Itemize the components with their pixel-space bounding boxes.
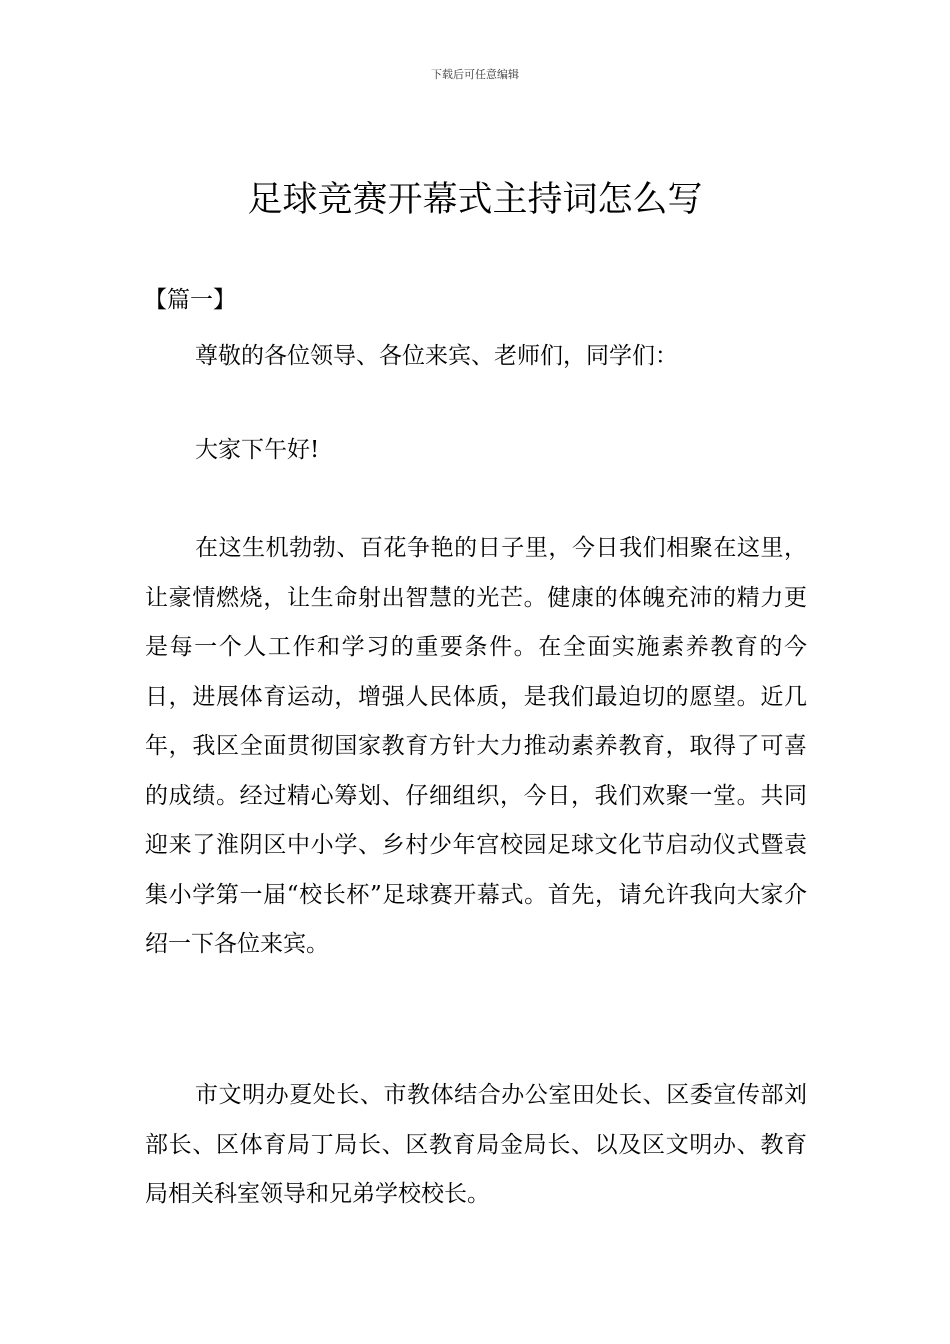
paragraph-salutation: 尊敬的各位领导、各位来宾、老师们，同学们： bbox=[195, 343, 678, 369]
paragraph-greeting: 大家下午好! bbox=[195, 437, 320, 463]
header-note: 下载后可任意编辑 bbox=[431, 68, 519, 81]
document-title: 足球竞赛开幕式主持词怎么写 bbox=[247, 180, 703, 220]
section-label: 【篇一】 bbox=[144, 287, 236, 313]
paragraph-body: 在这生机勃勃、百花争艳的日子里，今日我们相聚在这里，让豪情燃烧，让生命射出智慧的光芒。健康的体魄充沛的精力更是每一个人工作和学习的重要条件。在全面实施素养教育的今日，进展体育运动，增强人民体质，是我们最迫切的愿望。近几年，我区全面贯彻国家教育方针大力推动素养教育，取得了可喜的成绩。经过精心筹划、仔细组织，今日，我们欢聚一堂。共同迎来了淮阴区中小学、乡村少年宫校园足球文化节启动仪式暨袁集小学第一届“校长杯”足球赛开幕式。首先，请允许我向大家介绍一下各位来宾。 bbox=[145, 535, 807, 957]
paragraph-guests: 市文明办夏处长、市教体结合办公室田处长、区委宣传部刘部长、区体育局丁局长、区教育局金局长、以及区文明办、教育局相关科室领导和兄弟学校校长。 bbox=[145, 1082, 807, 1207]
